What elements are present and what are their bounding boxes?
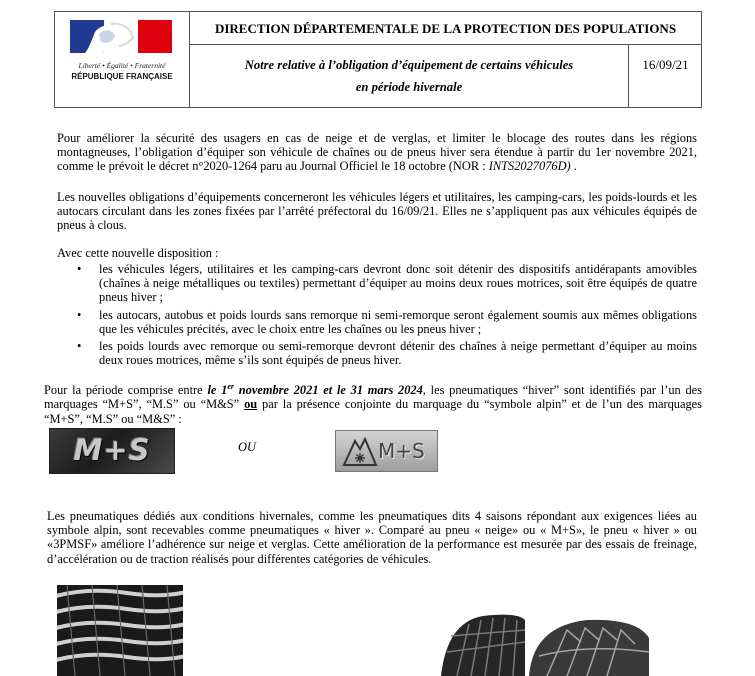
or-separator: OU bbox=[238, 440, 256, 454]
list-item bbox=[77, 308, 697, 336]
republique-francaise-logo-icon bbox=[55, 12, 189, 107]
list-item-text: les véhicules légers, utilitaires et les camping-cars devront donc soit détenir des dispositifs antidérapants amovibles (chaînes à neige métalliques ou textiles) permettant d’équiper au moins deux roues motrices, soit être équipés de quatre pneus hiver ; bbox=[99, 262, 697, 305]
header-right bbox=[190, 12, 701, 107]
winter-tyre-image-left bbox=[437, 612, 525, 676]
intro-paragraph bbox=[57, 131, 697, 174]
list-item-text: les poids lourds avec remorque ou semi-remorque devront détenir des chaînes à neige permettant d’équiper au moins deux roues motrices, même s’ils sont équipés de pneus hiver. bbox=[99, 339, 697, 368]
ms-marking-text: M+S bbox=[73, 433, 151, 467]
provision-list bbox=[77, 262, 697, 370]
list-item-text: les autocars, autobus et poids lourds sans remorque ni semi-remorque seront également soumis aux mêmes obligations que les véhicules précités, avec le choix entre les chaînes ou les pneus hiver ; bbox=[99, 307, 697, 336]
all-season-tyre-icon bbox=[527, 612, 651, 676]
period-ou: ou bbox=[244, 397, 258, 412]
alpine-ms-marking-image bbox=[335, 430, 438, 472]
obligations-paragraph: Les nouvelles obligations d’équipements concerneront les véhicules légers et utilitaires, les camping-cars, les poids-lourds et les autocars circulant dans les zones fixées par l’arrêté préfectoral du 16/09/21. Elles ne s’appliquent pas aux véhicules équipés de pneus à clous. bbox=[57, 190, 697, 233]
intro-paragraph-text: Pour améliorer la sécurité des usagers en cas de neige et de verglas, et limiter le blocage des routes dans les régions montagneuses, l’obligation d’équiper son véhicule de chaînes ou de pneus hiver sera étendue à partir du 1er novembre 2021, comme le prévoit le décret n°2020-1264 paru au Journal Officiel le 18 octobre (NOR : bbox=[57, 131, 697, 174]
note-title-line-1: Notre relative à l’obligation d’équipement de certains véhicules bbox=[244, 58, 574, 72]
agency-title: DIRECTION DÉPARTEMENTALE DE LA PROTECTION DES POPULATIONS bbox=[190, 12, 701, 45]
tyre-tread-image bbox=[57, 585, 183, 676]
winter-tyre-image-right bbox=[527, 612, 651, 676]
note-title-line-2: en période hivernale bbox=[355, 80, 463, 94]
period-paragraph bbox=[44, 380, 702, 426]
tyre-tread-pattern-icon bbox=[57, 585, 183, 676]
list-item bbox=[77, 262, 697, 305]
bullet-icon: • bbox=[77, 339, 82, 354]
list-item bbox=[77, 339, 697, 367]
intro-paragraph-end: . bbox=[570, 159, 577, 174]
provision-intro: Avec cette nouvelle disposition : bbox=[57, 246, 219, 260]
period-end: par la présence conjointe du marquage du “symbole alpin” et de l’un des marquages “M+S”, “M.S” ou “M&S” : bbox=[44, 397, 702, 426]
motto-text: Liberté • Égalité • Fraternité bbox=[78, 61, 166, 70]
note-title bbox=[190, 45, 629, 107]
note-date: 16/09/21 bbox=[642, 57, 689, 72]
ms-marking-image bbox=[49, 428, 175, 474]
winter-tyres-paragraph: Les pneumatiques dédiés aux conditions hivernales, comme les pneumatiques dits 4 saisons répondant aux exigences liées au symbole alpin, sont recevables comme pneumatiques « hiver ». Comparé au pneu « neige» ou « M+S», le pneu « hiver » ou «3PMSF» améliore l’adhérence sur neige et verglas. Cette amélioration de la performance est mesurée par des essais de freinage, d’accélération ou de traction réalisés pour différentes catégories de véhicules. bbox=[47, 509, 697, 566]
marianne-logo bbox=[55, 12, 190, 107]
period-dates-b: novembre 2021 et le 31 mars 2024 bbox=[234, 383, 423, 398]
country-text: RÉPUBLIQUE FRANÇAISE bbox=[71, 72, 173, 81]
period-dates-a: le 1 bbox=[207, 383, 228, 398]
alpine-ms-text: M+S bbox=[378, 439, 425, 463]
period-mid: , les pneumatiques “hiver” sont identifiés par l’un des marquages “M+S”, “M.S” ou “M&S” bbox=[44, 383, 702, 412]
document-header bbox=[54, 11, 702, 108]
winter-tyre-icon bbox=[437, 612, 525, 676]
nor-reference: INTS2027076D) bbox=[488, 159, 571, 174]
alpine-mountain-snowflake-icon bbox=[342, 435, 378, 467]
bullet-icon: • bbox=[77, 262, 82, 276]
period-start: Pour la période comprise entre bbox=[44, 383, 208, 398]
bullet-icon: • bbox=[77, 307, 82, 322]
period-dates-sup: er bbox=[227, 382, 234, 391]
